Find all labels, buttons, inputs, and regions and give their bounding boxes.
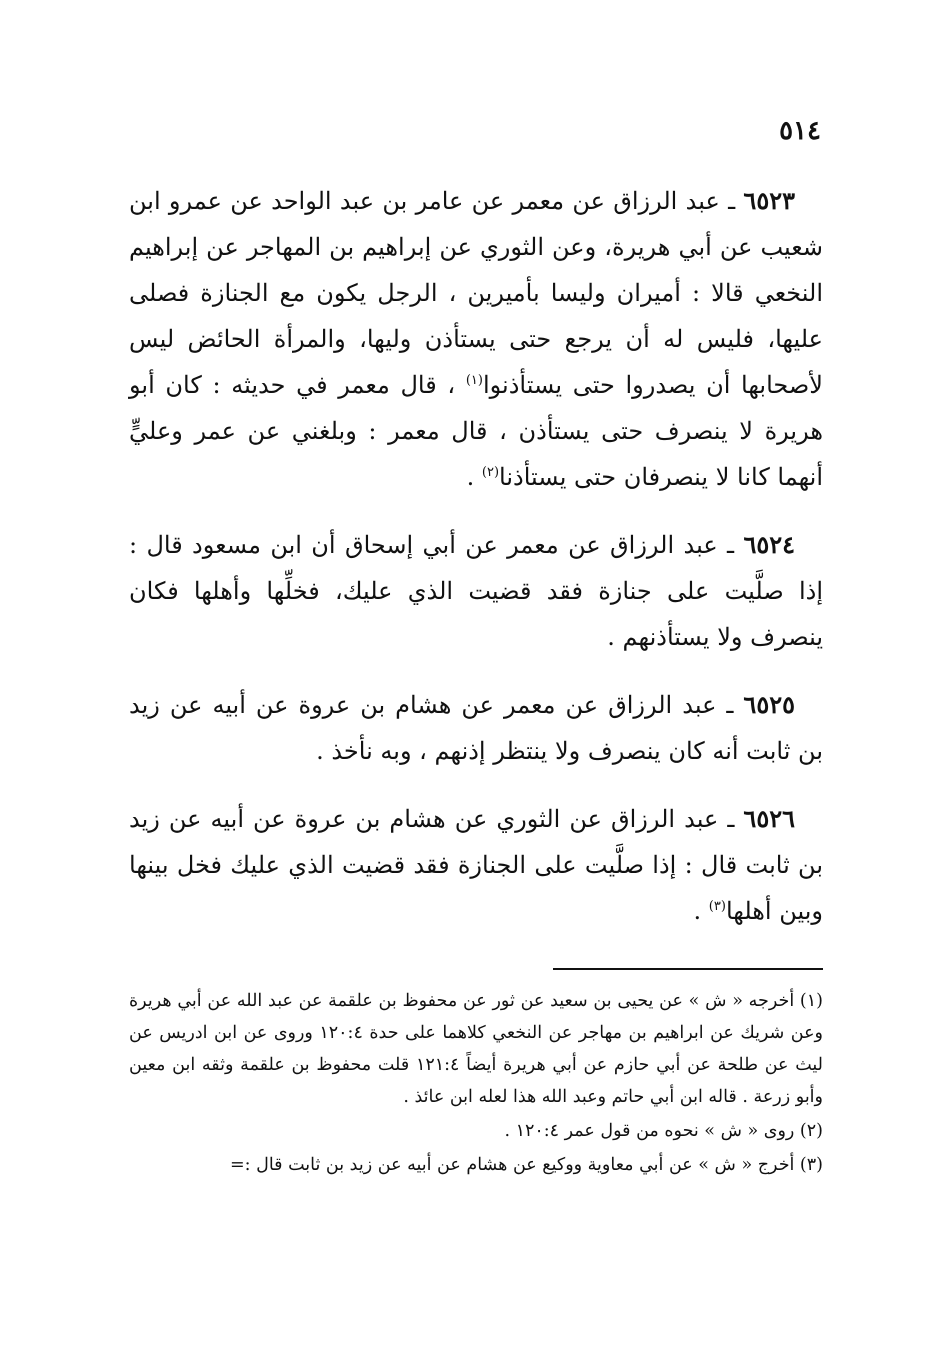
entry-text-continued: ، قال معمر في حديثه : كان أبو هريرة لا ينصرف حتى يستأذن ، قال معمر : وبلغني عن عمر وعليٍّ أنهما كانا لا ينصرفان حتى يستأذنا: [129, 371, 823, 491]
footnote-ref: (١): [465, 373, 483, 388]
entry-dash: ـ: [727, 805, 735, 833]
entry-text: عبد الرزاق عن معمر عن عامر بن عبد الواحد عن عمرو ابن شعيب عن أبي هريرة، وعن الثوري عن إبراهيم بن المهاجر عن إبراهيم النخعي قالا : أميران وليسا بأميرين ، الرجل يكون مع الجنازة فصلى عليها، فليس له أن يرجع حتى يستأذن وليها، والمرأة الحائض ليس لأصحابها أن يصدروا حتى يستأذنوا: [129, 187, 823, 399]
main-text: [129, 178, 823, 956]
entry-number: ٦٥٢٤: [743, 530, 795, 559]
footnote-1: (١) أخرجه « ش » عن يحيى بن سعيد عن ثور عن محفوظ بن علقمة عن عبد الله عن أبي هريرة وعن شريك عن ابراهيم بن مهاجر عن النخعي كلاهما على حدة ١٢٠:٤ وروى عن ابن ادريس عن ليث عن طلحة عن أبي حازم عن أبي هريرة أيضاً ١٢١:٤ قلت محفوظ بن علقمة وثقه ابن معين وأبو زرعة . قاله ابن أبي حاتم وعبد الله هذا لعله ابن عائذ .: [129, 991, 823, 1107]
footnote-2: (٢) روى « ش » نحوه من قول عمر ١٢٠:٤ .: [504, 1121, 823, 1141]
entry-number: ٦٥٢٦: [743, 804, 795, 833]
footnote-ref: (٣): [708, 899, 726, 914]
entry-text-end: .: [693, 897, 702, 925]
entry-dash: ـ: [728, 187, 736, 215]
footnote-ref: (٢): [481, 465, 500, 480]
entry-number: ٦٥٢٥: [743, 690, 795, 719]
entry-6526: [129, 796, 823, 934]
entry-6524: [129, 522, 823, 660]
entry-text: عبد الرزاق عن معمر عن أبي إسحاق أن ابن مسعود قال : إذا صلَّيت على جنازة فقد قضيت الذي عليك، فخلِّها وأهلها فكان ينصرف ولا يستأذنهم .: [129, 531, 823, 651]
entry-text: عبد الرزاق عن الثوري عن هشام بن عروة عن أبيه عن زيد بن ثابت قال : إذا صلَّيت على الجنازة فقد قضيت الذي عليك فخل بينها وبين أهلها: [129, 805, 823, 925]
entry-text: عبد الرزاق عن معمر عن هشام بن عروة عن أبيه عن زيد بن ثابت أنه كان ينصرف ولا ينتظر إذنهم ، وبه نأخذ .: [129, 691, 823, 765]
entry-6523: [129, 178, 823, 500]
entry-number: ٦٥٢٣: [743, 186, 795, 215]
footnote-separator: [553, 968, 823, 970]
entry-dash: ـ: [727, 531, 735, 559]
footnotes: [129, 985, 823, 1183]
page-number: ٥١٤: [779, 116, 821, 146]
footnote-3: (٣) أخرج « ش » عن أبي معاوية ووكيع عن هشام عن أبيه عن زيد بن ثابت قال :=: [230, 1155, 823, 1175]
entry-text-end: .: [466, 463, 475, 491]
entry-dash: ـ: [726, 691, 734, 719]
entry-6525: [129, 682, 823, 774]
